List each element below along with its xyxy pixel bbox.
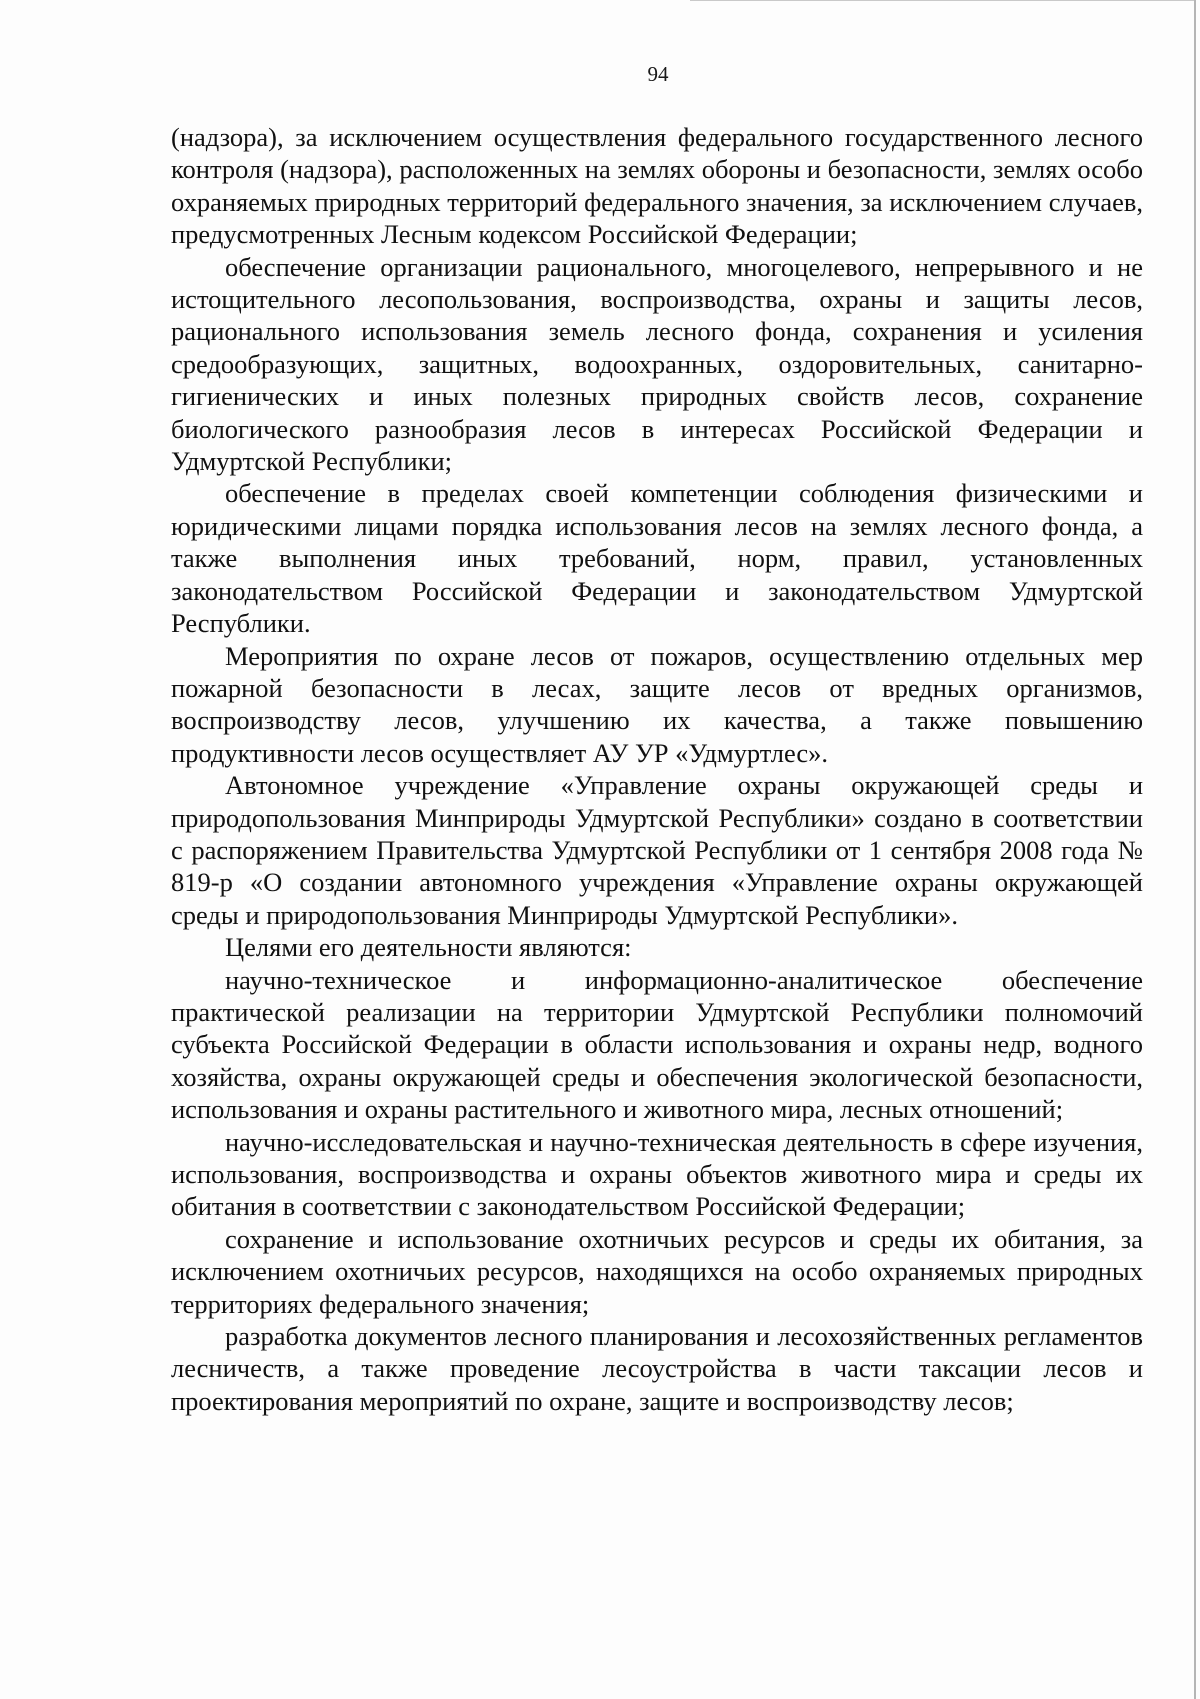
paragraph-8: научно-исследовательская и научно-техническая деятельность в сфере изучения, использования, воспроизводства и охраны объектов животного мира и среды их обитания в соответствии с законодательством Российской Федерации;: [171, 1126, 1143, 1222]
paragraph-5: Автономное учреждение «Управление охраны окружающей среды и природопользования Минприроды Удмуртской Республики» создано в соответствии с распоряжением Правительства Удмуртской Республики от 1 сентября 2008 года № 819-р «О создании автономного учреждения «Управление охраны окружающей среды и природопользования Минприроды Удмуртской Республики».: [171, 770, 1143, 930]
paragraph-10: разработка документов лесного планирования и лесохозяйственных регламентов лесничеств, а также проведение лесоустройства в части таксации лесов и проектирования мероприятий по охране, защите и воспроизводству лесов;: [171, 1321, 1143, 1416]
paragraph-1: (надзора), за исключением осуществления федерального государственного лесного контроля (надзора), расположенных на землях обороны и безопасности, землях особо охраняемых природных территорий федерального значения, за исключением случаев, предусмотренных Лесным кодексом Российской Федерации;: [171, 122, 1143, 250]
paragraph-2: обеспечение организации рационального, многоцелевого, непрерывного и не истощительного лесопользования, воспроизводства, охраны и защиты лесов, рационального использования земель лесного фонда, сохранения и усиления средообразующих, защитных, водоохранных, оздоровительных, санитарно-гигиенических и иных полезных природных свойств лесов, сохранение биологического разнообразия лесов в интересах Российской Федерации и Удмуртской Республики;: [171, 251, 1143, 477]
paragraph-4: Мероприятия по охране лесов от пожаров, осуществлению отдельных мер пожарной безопасности в лесах, защите лесов от вредных организмов, воспроизводству лесов, улучшению их качества, а также повышению продуктивности лесов осуществляет АУ УР «Удмуртлес».: [171, 640, 1143, 768]
scan-edge-top: [690, 0, 1196, 1]
paragraph-3: обеспечение в пределах своей компетенции соблюдения физическими и юридическими лицами порядка использования лесов на землях лесного фонда, а также выполнения иных требований, норм, правил, установленных законодательством Российской Федерации и законодательством Удмуртской Республики.: [171, 478, 1143, 639]
scan-edge-right: [1194, 0, 1196, 1699]
paragraph-6: Целями его деятельности являются:: [225, 932, 632, 963]
page-number: 94: [647, 62, 669, 86]
paragraph-7: научно-техническое и информационно-аналитическое обеспечение практической реализации на территории Удмуртской Республики полномочий субъекта Российской Федерации в области использования и охраны недр, водного хозяйства, охраны окружающей среды и обеспечения экологической безопасности, использования и охраны растительного и животного мира, лесных отношений;: [171, 964, 1143, 1125]
body-text: [171, 121, 1143, 1417]
paragraph-9: сохранение и использование охотничьих ресурсов и среды их обитания, за исключением охотничьих ресурсов, находящихся на особо охраняемых природных территориях федерального значения;: [171, 1223, 1143, 1319]
